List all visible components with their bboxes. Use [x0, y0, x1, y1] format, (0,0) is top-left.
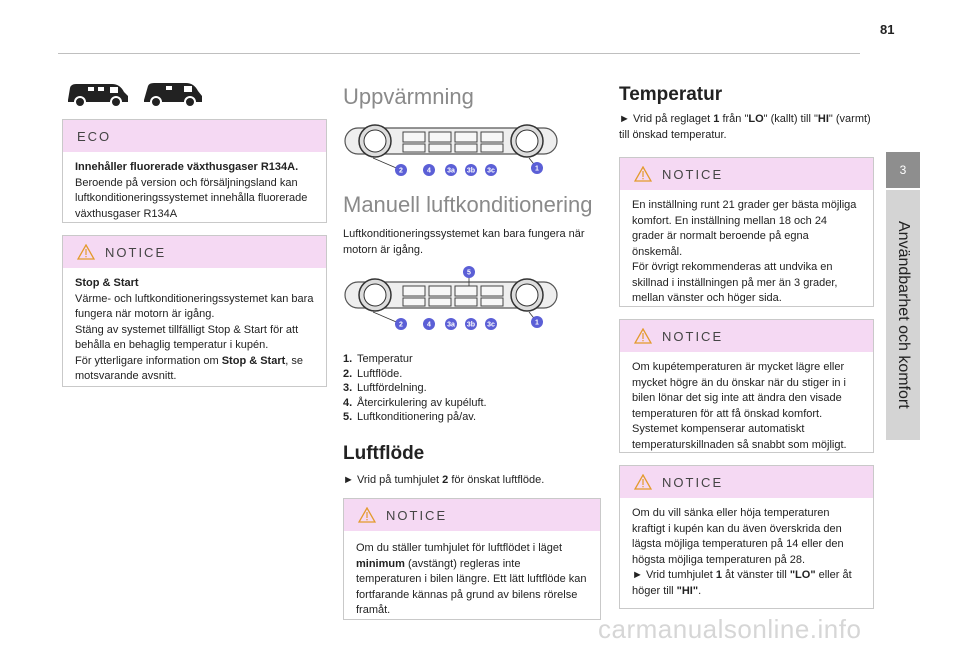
notice-stop-line1: Värme- och luftkonditioneringssystemet kan bara fungera när motorn är igång.: [75, 292, 314, 320]
panel2-label-2: 2: [399, 321, 403, 329]
chapter-tab-title: Användbarhet och komfort: [895, 221, 912, 409]
panel2-label-3b: 3b: [466, 321, 476, 329]
panel2-label-1: 1: [535, 319, 539, 327]
panel2-label-3a: 3a: [447, 321, 455, 329]
warning-triangle-icon: [634, 166, 652, 182]
airflow-title: Luftflöde: [343, 442, 425, 464]
ac-legend-list: [343, 352, 601, 425]
panel-label-1: 1: [535, 165, 539, 173]
panel-label-4: 4: [427, 167, 431, 175]
eco-text: Beroende på version och försäljningsland kan luftkonditioneringssystemet innehålla fluorerade växthusgaser R134A: [75, 176, 308, 220]
notice-header: [620, 320, 873, 352]
notice-21-p1: En inställning runt 21 grader ger bästa möjliga komfort. En inställning mellan 18 och 24 grader är normalt beroende på egna önskemål.: [632, 199, 857, 258]
list-item: 4. Återcirkulering av kupéluft.: [343, 396, 487, 409]
warning-triangle-icon: [634, 328, 652, 344]
notice-header: [620, 158, 873, 190]
notice-stop-line3: För ytterligare information om Stop & Start, se motsvarande avsnitt.: [75, 354, 304, 382]
notice-temp-range-box: [619, 465, 874, 609]
notice-header-label: NOTICE: [662, 474, 724, 490]
temperature-title: Temperatur: [619, 84, 723, 105]
panel2-label-3c: 3c: [487, 321, 495, 329]
left-column: [62, 78, 327, 382]
notice-range-p1: Om du vill sänka eller höja temperaturen kraftigt i kupén kan du även överskrida den lägsta möjliga temperaturen på 14 eller den högsta möjliga temperaturen på 28.: [632, 507, 844, 566]
panel2-label-5: 5: [467, 269, 471, 277]
heating-title: Uppvärmning: [343, 84, 474, 109]
middle-column: [343, 84, 601, 620]
notice-stop-title: Stop & Start: [75, 277, 139, 289]
notice-header: [63, 236, 326, 268]
notice-header-label: NOTICE: [105, 244, 167, 260]
page-number: 81: [880, 22, 895, 37]
notice-header-label: NOTICE: [662, 166, 724, 182]
van-models-icon: [62, 78, 212, 110]
airflow-step: ► Vrid på tumhjulet 2 för önskat luftflöde.: [343, 473, 545, 486]
list-item: 1. Temperatur: [343, 353, 413, 365]
notice-stop-start-box: [62, 235, 327, 387]
list-item: 3. Luftfördelning.: [343, 382, 427, 395]
notice-cabin-temp-box: [619, 319, 874, 453]
panel-label-3a: 3a: [447, 167, 455, 175]
right-column: [619, 84, 874, 609]
panel2-label-4: 4: [427, 321, 431, 329]
panel-label-3b: 3b: [466, 167, 476, 175]
chapter-tab-number[interactable]: 3: [886, 152, 920, 188]
temperature-step: ► Vrid på reglaget 1 från "LO" (kallt) till "HI" (varmt) till önskad temperatur.: [619, 113, 871, 141]
notice-minimum-text: Om du ställer tumhjulet för luftflödet i läget minimum (avstängt) regleras inte temperaturen i bilen längre. Ett lätt luftflöde kan fortfarande kännas på grund av bilens rörelse framåt.: [356, 542, 587, 617]
top-rule: [58, 53, 860, 54]
warning-triangle-icon: [77, 244, 95, 260]
eco-title: Innehåller fluorerade växthusgaser R134A.: [75, 161, 299, 173]
notice-21-p2: För övrigt rekommenderas att undvika en skillnad i inställningen på mer än 3 grader, mellan vänster och höger sida.: [632, 261, 838, 304]
watermark: carmanualsonline.info: [598, 614, 862, 644]
ac-intro: Luftkonditioneringssystemet kan bara fungera när motorn är igång.: [343, 228, 585, 256]
notice-stop-line2: Stäng av systemet tillfälligt Stop & Start för att behålla en behaglig temperatur i kupén.: [75, 323, 299, 351]
notice-cold-p2: Systemet kompenserar automatiskt temperaturskillnaden så snabbt som möjligt.: [632, 423, 847, 451]
panel-label-3c: 3c: [487, 167, 495, 175]
warning-triangle-icon: [358, 507, 376, 523]
notice-header: [620, 466, 873, 498]
notice-header-label: NOTICE: [662, 328, 724, 344]
ac-title: Manuell luftkonditionering: [343, 192, 593, 217]
notice-range-step: ► Vrid tumhjulet 1 åt vänster till "LO" eller åt höger till "HI".: [632, 569, 852, 597]
panel-label-2: 2: [399, 167, 403, 175]
notice-minimum-box: [343, 498, 601, 620]
eco-box-header: ECO: [63, 120, 326, 152]
notice-21-degrees-box: [619, 157, 874, 307]
notice-cold-p1: Om kupétemperaturen är mycket lägre eller mycket högre än du önskar när du stiger in i bilen lönar det sig inte att ändra den visade temperaturen för att få önskad komfort.: [632, 361, 847, 420]
notice-header: [344, 499, 600, 531]
warning-triangle-icon: [634, 474, 652, 490]
list-item: 5. Luftkonditionering på/av.: [343, 411, 477, 424]
heating-control-panel: [343, 122, 559, 178]
ac-control-panel: [343, 264, 559, 332]
notice-header-label: NOTICE: [386, 507, 448, 523]
eco-box: [62, 119, 327, 223]
list-item: 2. Luftflöde.: [343, 367, 403, 380]
